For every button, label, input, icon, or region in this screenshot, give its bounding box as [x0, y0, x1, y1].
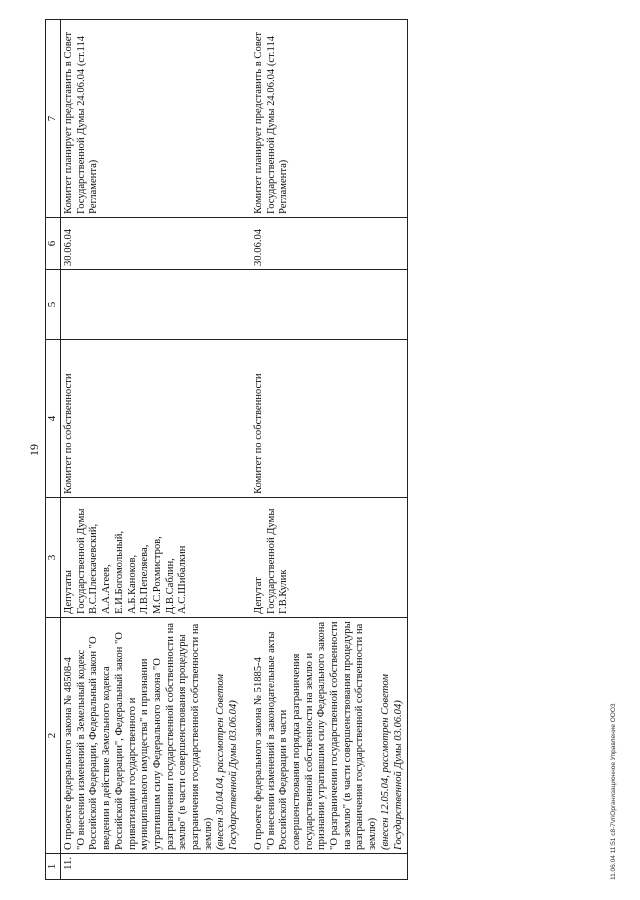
note-cell: Комитет планирует представить в Совет Государственной Думы 24.06.04 (ст.114 Регламента)	[243, 20, 408, 218]
column-header: 6	[46, 218, 61, 270]
table-row	[61, 20, 243, 880]
note-cell: Комитет планирует представить в Совет Государственной Думы 24.06.04 (ст.114 Регламента)	[61, 20, 243, 218]
bill-text: "О внесении изменений в законодательные акты Российской Федерации в части совершенствования порядка разграничения государственной собственности на землю и признании утратившим силу Федерального закона "О разграничении государственной собственности на землю" (в части совершенствования процедуры разграничения государственной собственности на землю)	[265, 621, 379, 850]
committee-cell: Комитет по собственности	[61, 340, 243, 498]
authors-cell: Депутат Государственной Думы Г.В.Кулик	[243, 498, 408, 618]
table-row	[243, 20, 408, 880]
col5-cell	[243, 270, 408, 340]
column-header: 2	[46, 618, 61, 854]
date-cell: 30.06.04	[243, 218, 408, 270]
bill-cell	[243, 618, 408, 854]
bill-text: "О внесении изменений в Земельный кодекс Российской Федерации, Федеральный закон "О введении в действие Земельного кодекса Российской Федерации", Федеральный закон "О приватизации государственного и муниципального имущества" и признании утратившим силу Федерального закона "О разграничении государственной собственности на землю" (в части совершенствования процедуры разграничения государственной собственности на землю)	[75, 623, 214, 850]
col5-cell	[61, 270, 243, 340]
bill-note: (внесен 12.05.04, рассмотрен Советом Государственной Думы 03.06.04)	[379, 674, 404, 850]
bill-title: О проекте федерального закона № 51885-4	[252, 657, 264, 850]
header-row	[46, 20, 61, 880]
date-cell: 30.06.04	[61, 218, 243, 270]
authors-cell: Депутаты Государственной Думы В.С.Плескачевский, А.А.Агеев, Е.И.Богомольный, А.Б.Каноков, Л.В.Пепеляева, М.С.Рохмистров, Д.В.Саблин, А.С.Шибалкин	[61, 498, 243, 618]
bill-cell	[61, 618, 243, 854]
footer-stamp: 11.06.04 11:51 c8-7\л\Организационное Управление ООО3	[610, 703, 617, 880]
row-number	[243, 854, 408, 880]
column-header: 5	[46, 270, 61, 340]
row-number: 11.	[61, 854, 243, 880]
bills-table	[45, 19, 408, 880]
column-header: 1	[46, 854, 61, 880]
rotated-content	[25, 20, 615, 880]
bill-title: О проекте федерального закона № 48508-4	[63, 657, 74, 850]
column-header: 7	[46, 20, 61, 218]
column-header: 3	[46, 498, 61, 618]
page-number: 19	[27, 444, 41, 456]
bill-note: (внесен 30.04.04, рассмотрен Советом Государственной Думы 03.06.04)	[215, 674, 240, 850]
column-header: 4	[46, 340, 61, 498]
committee-cell: Комитет по собственности	[243, 340, 408, 498]
